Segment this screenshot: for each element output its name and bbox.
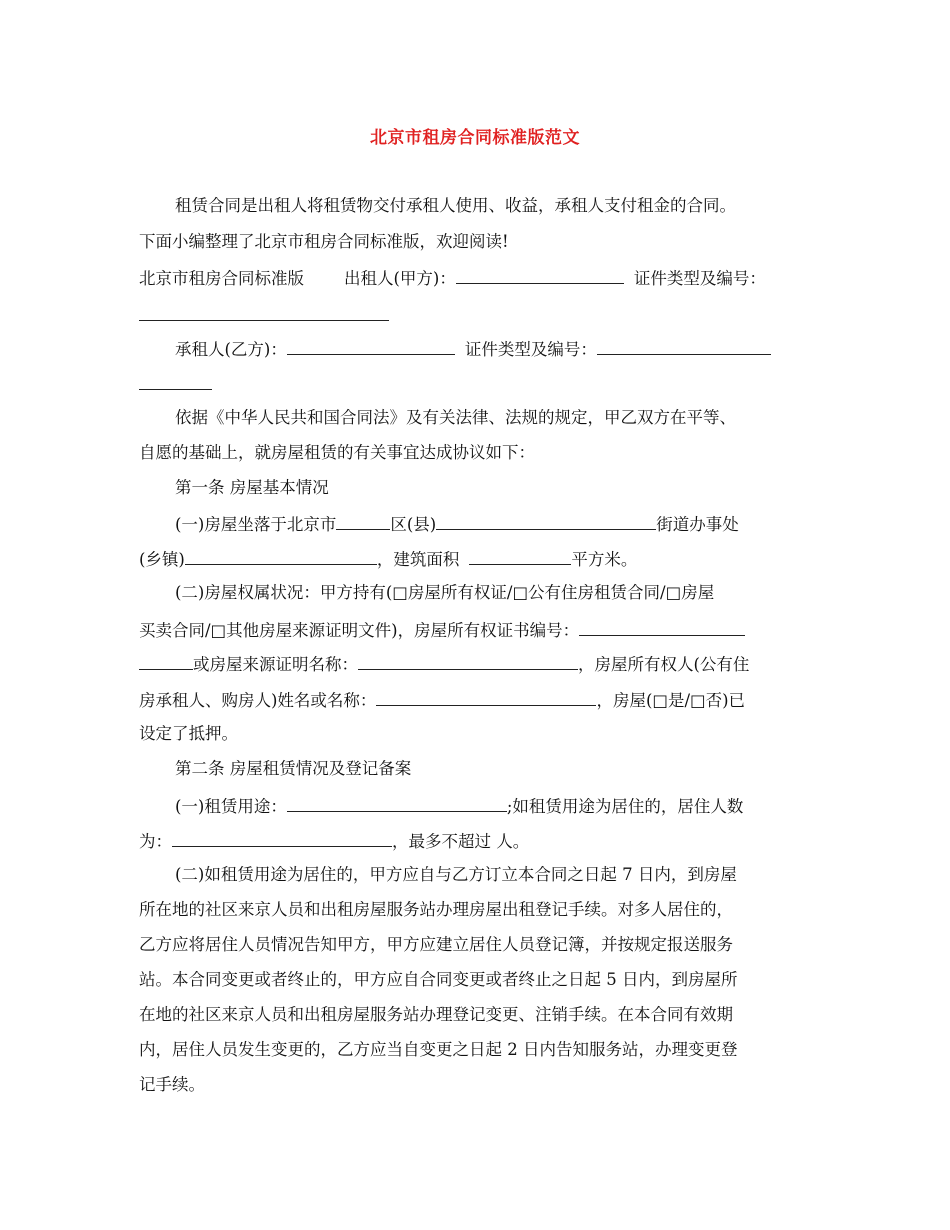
art1-item1-text-d: (乡镇) [139, 550, 185, 569]
art1-item1-line-2 [139, 547, 819, 571]
art1-item2-line-1: (二)房屋权属状况：甲方持有(□房屋所有权证/□公有住房租赁合同/□房屋 [175, 583, 715, 602]
contract-heading: 北京市租房合同标准版 [139, 269, 304, 288]
source-name-blank[interactable] [358, 652, 578, 670]
certificate-number-blank[interactable] [579, 618, 745, 636]
lease-purpose-blank[interactable] [287, 794, 507, 812]
art2-item1-line-2 [139, 829, 819, 853]
art2-item2-line-6: 内，居住人员发生变更的，乙方应当自变更之日起 2 日内告知服务站，办理变更登 [139, 1040, 738, 1059]
art1-item1-text-f: 平方米。 [571, 550, 638, 569]
art2-item2-line-1: (二)如租赁用途为居住的，甲方应自与乙方订立本合同之日起 7 日内，到房屋 [175, 865, 737, 884]
intro-line-1: 租赁合同是出租人将租赁物交付承租人使用、收益，承租人支付租金的合同。 [175, 196, 736, 215]
party-a-id-label: 证件类型及编号： [633, 269, 766, 288]
document-title: 北京市租房合同标准版范文 [370, 128, 580, 148]
street-blank[interactable] [436, 512, 656, 530]
party-a-line [139, 266, 819, 290]
art2-item2-line-2: 所在地的社区来京人员和出租房屋服务站办理房屋出租登记手续。对多人居住的， [139, 900, 733, 919]
art2-item2-line-4: 站。本合同变更或者终止的，甲方应自合同变更或者终止之日起 5 日内，到房屋所 [139, 970, 738, 989]
article-2-heading: 第二条 房屋租赁情况及登记备案 [175, 759, 412, 778]
art2-item1-line-1 [175, 794, 819, 818]
party-b-line [175, 337, 819, 361]
art2-item1-text-c: 为： [139, 832, 172, 851]
area-blank[interactable] [469, 547, 571, 565]
art2-item1-text-d: ，最多不超过 人。 [392, 832, 530, 851]
party-b-id-blank-cont[interactable] [139, 389, 212, 390]
party-b-label: 承租人(乙方)： [175, 340, 287, 359]
party-b-name-blank[interactable] [287, 337, 455, 355]
party-a-name-blank[interactable] [456, 266, 624, 284]
art1-item1-text-e: ，建筑面积 [376, 550, 460, 569]
art1-item2-line-4 [139, 688, 819, 712]
art1-item1-text-b: 区(县) [390, 515, 437, 534]
intro-line-2: 下面小编整理了北京市租房合同标准版，欢迎阅读! [139, 232, 509, 251]
art2-item1-text-a: (一)租赁用途： [175, 797, 287, 816]
basis-line-1: 依据《中华人民共和国合同法》及有关法律、法规的规定，甲乙双方在平等、 [175, 408, 736, 427]
art1-item1-text-a: (一)房屋坐落于北京市 [175, 515, 337, 534]
art1-item2-text-d: 房承租人、购房人)姓名或名称： [139, 691, 377, 710]
party-a-id-blank[interactable] [139, 320, 389, 321]
art1-item2-text-b: 或房屋来源证明名称： [193, 655, 358, 674]
art1-item2-text-e: ，房屋(□是/□否)已 [596, 691, 746, 710]
district-blank[interactable] [336, 512, 390, 530]
art1-item2-line-5: 设定了抵押。 [139, 724, 238, 743]
art1-item2-line-3 [139, 652, 819, 676]
basis-line-2: 自愿的基础上，就房屋租赁的有关事宜达成协议如下： [139, 443, 535, 462]
art1-item1-line-1 [175, 512, 819, 536]
article-1-heading: 第一条 房屋基本情况 [175, 478, 329, 497]
art1-item2-text-a: 买卖合同/□其他房屋来源证明文件)，房屋所有权证书编号： [139, 621, 580, 640]
art1-item1-text-c: 街道办事处 [656, 515, 739, 534]
party-a-label: 出租人(甲方)： [344, 269, 456, 288]
resident-count-blank[interactable] [172, 829, 392, 847]
art2-item2-line-5: 在地的社区来京人员和出租房屋服务站办理登记变更、注销手续。在本合同有效期 [139, 1005, 733, 1024]
township-blank[interactable] [185, 547, 377, 565]
art1-item2-text-c: ，房屋所有权人(公有住 [578, 655, 750, 674]
certificate-number-blank-cont[interactable] [139, 652, 193, 670]
art2-item1-text-b: ;如租赁用途为居住的，居住人数 [506, 797, 744, 816]
art2-item2-line-7: 记手续。 [139, 1075, 205, 1094]
owner-name-blank[interactable] [376, 688, 596, 706]
party-b-id-blank[interactable] [597, 337, 771, 355]
party-b-id-label: 证件类型及编号： [464, 340, 597, 359]
art2-item2-line-3: 乙方应将居住人员情况告知甲方，甲方应建立居住人员登记簿，并按规定报送服务 [139, 935, 733, 954]
art1-item2-line-2 [139, 618, 819, 642]
